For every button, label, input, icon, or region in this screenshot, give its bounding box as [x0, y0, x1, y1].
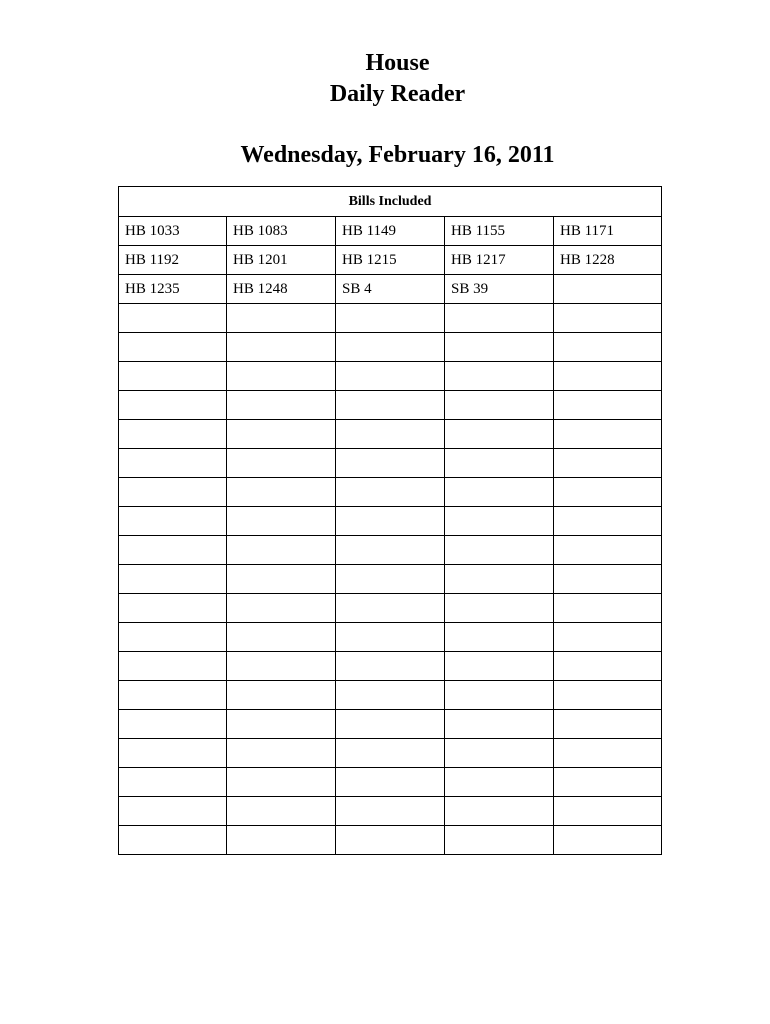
bill-cell	[554, 507, 662, 536]
bill-cell	[554, 826, 662, 855]
bill-cell	[227, 391, 336, 420]
bill-cell	[445, 797, 554, 826]
bill-cell	[336, 391, 445, 420]
bill-cell	[445, 507, 554, 536]
bill-cell	[227, 304, 336, 333]
bill-cell	[445, 826, 554, 855]
bill-cell	[336, 768, 445, 797]
bill-cell: SB 4	[336, 275, 445, 304]
bill-cell	[227, 797, 336, 826]
table-row	[119, 536, 662, 565]
bill-cell	[554, 333, 662, 362]
table-row	[119, 217, 662, 246]
bill-cell	[119, 478, 227, 507]
bill-cell	[554, 681, 662, 710]
bill-cell	[119, 420, 227, 449]
bill-cell	[227, 478, 336, 507]
table-row	[119, 710, 662, 739]
bill-cell	[227, 594, 336, 623]
table-row	[119, 623, 662, 652]
table-row	[119, 362, 662, 391]
bill-cell	[445, 623, 554, 652]
bill-cell	[554, 420, 662, 449]
bill-cell	[554, 594, 662, 623]
bill-cell	[554, 739, 662, 768]
bills-table-header-row	[119, 187, 662, 217]
bill-cell	[554, 797, 662, 826]
bill-cell	[336, 623, 445, 652]
table-row	[119, 275, 662, 304]
table-row	[119, 797, 662, 826]
table-row	[119, 739, 662, 768]
table-row	[119, 768, 662, 797]
bill-cell	[554, 478, 662, 507]
bill-cell	[227, 507, 336, 536]
bill-cell	[554, 391, 662, 420]
bill-cell	[227, 826, 336, 855]
table-row	[119, 246, 662, 275]
bill-cell	[336, 507, 445, 536]
bill-cell	[445, 768, 554, 797]
bill-cell: HB 1215	[336, 246, 445, 275]
bill-cell	[119, 391, 227, 420]
table-row	[119, 594, 662, 623]
bill-cell: HB 1248	[227, 275, 336, 304]
table-row	[119, 652, 662, 681]
bill-cell	[336, 710, 445, 739]
bill-cell	[554, 565, 662, 594]
date-title: Wednesday, February 16, 2011	[240, 142, 555, 168]
bill-cell	[336, 449, 445, 478]
bill-cell	[554, 710, 662, 739]
bill-cell	[227, 710, 336, 739]
bill-cell	[445, 710, 554, 739]
bill-cell	[445, 652, 554, 681]
bill-cell: SB 39	[445, 275, 554, 304]
bill-cell	[336, 681, 445, 710]
bill-cell	[119, 652, 227, 681]
bill-cell	[554, 362, 662, 391]
bill-cell	[554, 275, 662, 304]
bill-cell	[336, 420, 445, 449]
bill-cell	[336, 739, 445, 768]
bill-cell	[336, 333, 445, 362]
table-row	[119, 391, 662, 420]
bill-cell	[119, 768, 227, 797]
publication-title: Daily Reader	[329, 81, 466, 107]
bill-cell	[445, 449, 554, 478]
bill-cell	[445, 536, 554, 565]
bill-cell	[119, 594, 227, 623]
table-row	[119, 565, 662, 594]
bill-cell	[119, 536, 227, 565]
bill-cell	[119, 333, 227, 362]
bill-cell	[554, 304, 662, 333]
bill-cell	[445, 304, 554, 333]
table-row	[119, 304, 662, 333]
bill-cell	[445, 565, 554, 594]
bill-cell	[554, 652, 662, 681]
bill-cell	[227, 449, 336, 478]
bills-table	[118, 186, 662, 855]
bill-cell	[227, 333, 336, 362]
bill-cell	[445, 594, 554, 623]
bills-table-heading: Bills Included	[119, 187, 662, 217]
bill-cell	[227, 768, 336, 797]
bill-cell	[554, 449, 662, 478]
bill-cell: HB 1217	[445, 246, 554, 275]
bill-cell	[336, 826, 445, 855]
bill-cell	[445, 420, 554, 449]
bill-cell	[445, 739, 554, 768]
bill-cell	[227, 565, 336, 594]
bill-cell	[119, 797, 227, 826]
bill-cell	[119, 565, 227, 594]
bill-cell	[336, 536, 445, 565]
table-row	[119, 333, 662, 362]
bill-cell	[554, 536, 662, 565]
table-row	[119, 826, 662, 855]
bill-cell	[336, 478, 445, 507]
bill-cell	[336, 797, 445, 826]
bill-cell	[119, 710, 227, 739]
bill-cell	[227, 681, 336, 710]
bill-cell	[119, 507, 227, 536]
bill-cell	[227, 362, 336, 391]
bill-cell	[336, 362, 445, 391]
bill-cell	[227, 536, 336, 565]
table-row	[119, 420, 662, 449]
chamber-title: House	[365, 50, 430, 76]
bill-cell	[336, 565, 445, 594]
bill-cell	[554, 768, 662, 797]
bill-cell	[119, 362, 227, 391]
bill-cell: HB 1149	[336, 217, 445, 246]
bill-cell	[119, 449, 227, 478]
bill-cell: HB 1192	[119, 246, 227, 275]
bill-cell	[227, 739, 336, 768]
table-row	[119, 681, 662, 710]
bill-cell	[336, 304, 445, 333]
bill-cell	[119, 681, 227, 710]
bill-cell: HB 1235	[119, 275, 227, 304]
bill-cell	[119, 304, 227, 333]
bill-cell	[554, 623, 662, 652]
bill-cell	[227, 623, 336, 652]
bill-cell: HB 1228	[554, 246, 662, 275]
bill-cell	[445, 391, 554, 420]
bill-cell: HB 1155	[445, 217, 554, 246]
bill-cell	[336, 594, 445, 623]
bill-cell	[119, 739, 227, 768]
table-row	[119, 507, 662, 536]
bill-cell	[445, 478, 554, 507]
bill-cell: HB 1201	[227, 246, 336, 275]
bill-cell	[445, 681, 554, 710]
bill-cell	[119, 623, 227, 652]
table-row	[119, 449, 662, 478]
bill-cell	[336, 652, 445, 681]
bill-cell	[445, 362, 554, 391]
bill-cell	[227, 652, 336, 681]
bill-cell: HB 1083	[227, 217, 336, 246]
bill-cell	[227, 420, 336, 449]
bill-cell: HB 1171	[554, 217, 662, 246]
table-row	[119, 478, 662, 507]
bill-cell: HB 1033	[119, 217, 227, 246]
bills-table-body	[119, 217, 662, 855]
bill-cell	[119, 826, 227, 855]
bill-cell	[445, 333, 554, 362]
